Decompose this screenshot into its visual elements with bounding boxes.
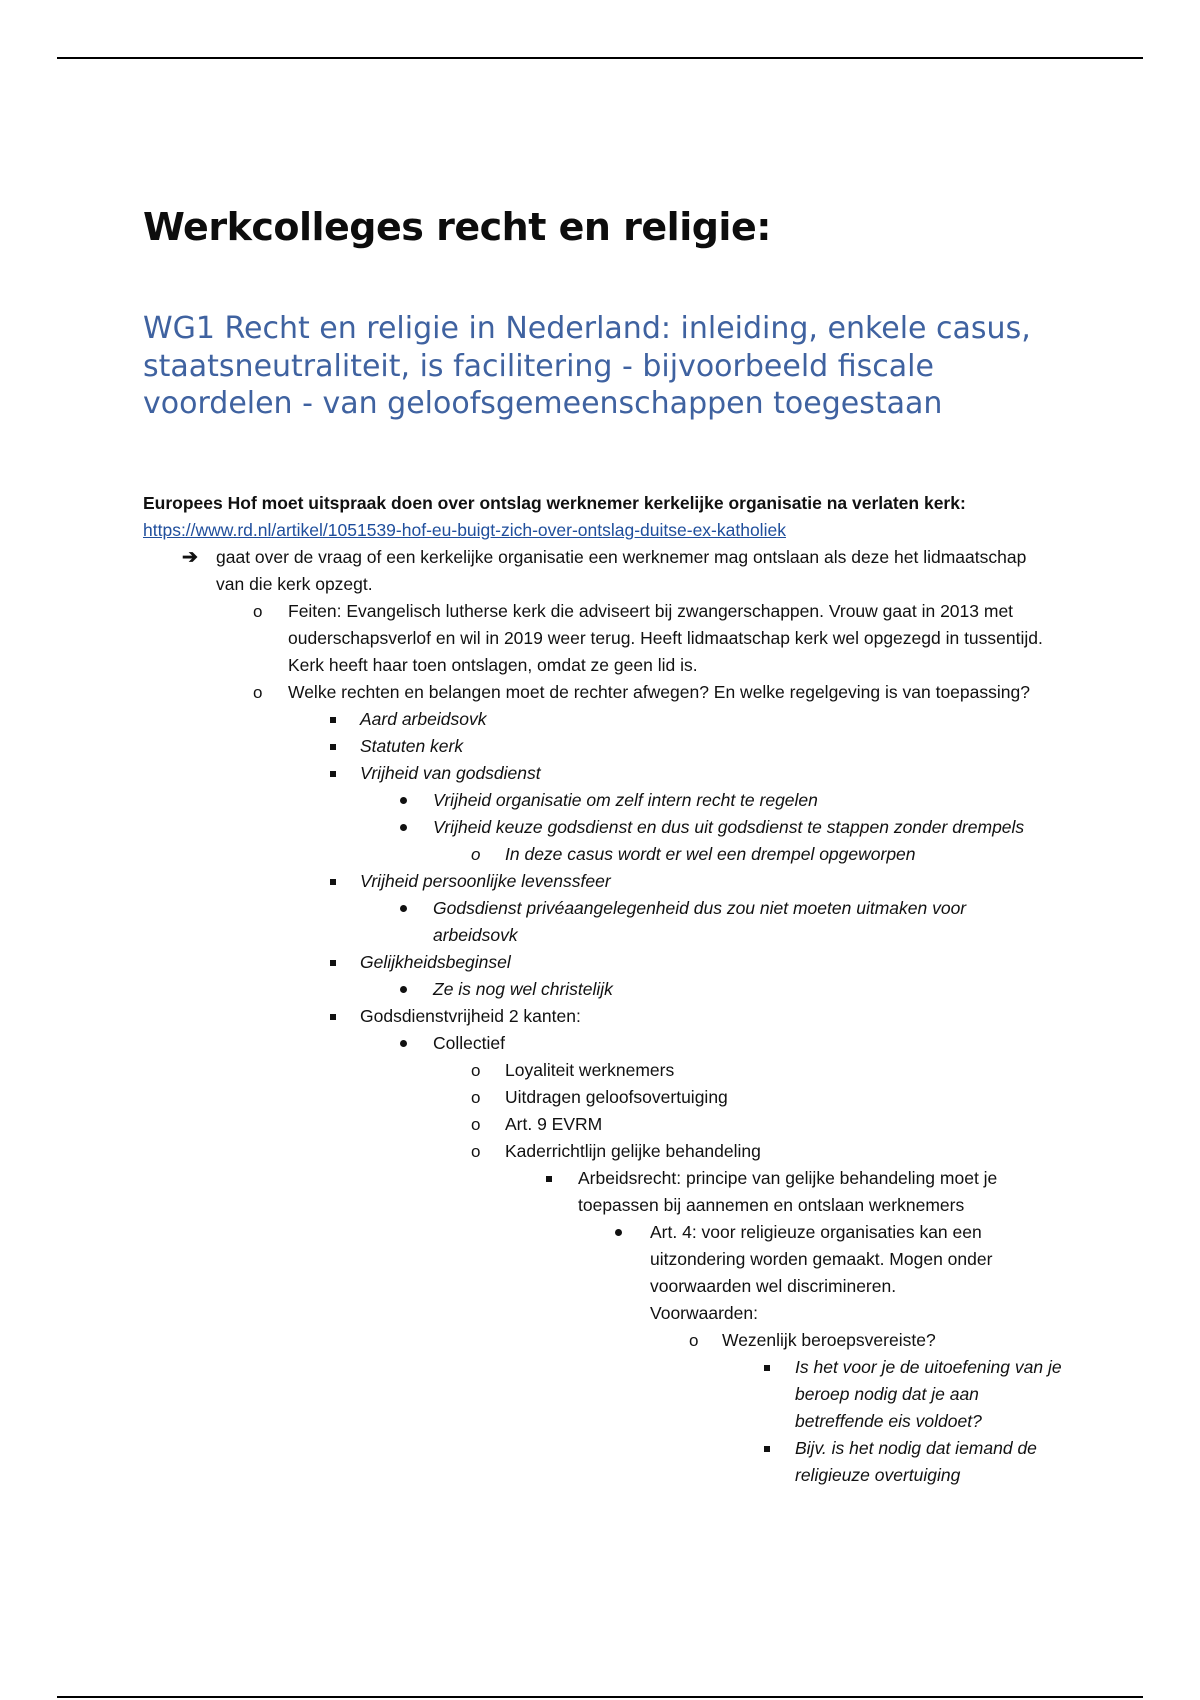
square-bullet-icon xyxy=(764,1365,770,1371)
summary-text: gaat over de vraag of een kerkelijke organisatie een werknemer mag ontslaan als deze het lidmaatschap van die kerk opzegt. xyxy=(216,547,1027,594)
list-item xyxy=(0,706,1060,733)
square-bullet-icon xyxy=(330,717,336,723)
circle-bullet-icon: o xyxy=(471,1115,481,1134)
list-item xyxy=(0,814,1033,841)
list-item xyxy=(0,1327,1062,1354)
square-bullet-icon xyxy=(330,1014,336,1020)
dot-bullet-icon xyxy=(400,986,407,993)
dot-bullet-icon xyxy=(400,1040,407,1047)
header-rule xyxy=(57,57,1143,59)
bijv-text: Bijv. is het nodig dat iemand de religieuze overtuiging xyxy=(795,1438,1037,1485)
statuten-text: Statuten kerk xyxy=(360,736,464,756)
circle-bullet-icon: o xyxy=(471,1142,481,1161)
twee-kanten-text: Godsdienstvrijheid 2 kanten: xyxy=(360,1006,581,1026)
drempel-text: In deze casus wordt er wel een drempel opgeworpen xyxy=(505,844,916,864)
list-item xyxy=(0,1030,1053,1057)
circle-bullet-icon: o xyxy=(253,683,263,702)
list-item xyxy=(0,868,1060,895)
dot-bullet-icon xyxy=(400,797,407,804)
list-item xyxy=(0,544,1031,598)
list-item xyxy=(0,1138,1065,1165)
list-item xyxy=(0,1165,1053,1219)
list-item xyxy=(0,760,1060,787)
article-link-line xyxy=(0,517,1063,544)
vrijheid-organisatie-text: Vrijheid organisatie om zelf intern recht te regelen xyxy=(433,790,818,810)
article-headline-line xyxy=(0,490,1063,517)
beroepsvereiste-text: Wezenlijk beroepsvereiste? xyxy=(722,1330,936,1350)
list-item xyxy=(0,1084,1065,1111)
vrijheid-godsdienst-text: Vrijheid van godsdienst xyxy=(360,763,541,783)
kaderrichtlijn-text: Kaderrichtlijn gelijke behandeling xyxy=(505,1141,761,1161)
circle-bullet-icon: o xyxy=(689,1331,699,1350)
article-link[interactable]: https://www.rd.nl/artikel/1051539-hof-eu-buigt-zich-over-ontslag-duitse-ex-katholiek xyxy=(143,520,786,540)
list-item xyxy=(0,895,1053,949)
voorwaarden-text: Voorwaarden: xyxy=(650,1303,758,1323)
square-bullet-icon xyxy=(330,960,336,966)
circle-bullet-icon: o xyxy=(471,845,481,864)
levenssfeer-text: Vrijheid persoonlijke levenssfeer xyxy=(360,871,611,891)
list-item xyxy=(0,1435,1065,1489)
art4-text: Art. 4: voor religieuze organisaties kan een uitzondering worden gemaakt. Mogen onder voorwaarden wel discrimineren. xyxy=(650,1222,993,1296)
loyaliteit-text: Loyaliteit werknemers xyxy=(505,1060,675,1080)
list-item xyxy=(0,679,1048,706)
footer-rule xyxy=(57,1696,1143,1698)
evrm-text: Art. 9 EVRM xyxy=(505,1114,603,1134)
circle-bullet-icon: o xyxy=(471,1088,481,1107)
list-item xyxy=(0,1354,1065,1435)
uitdragen-text: Uitdragen geloofsovertuiging xyxy=(505,1087,728,1107)
list-item xyxy=(0,1219,1060,1327)
list-item xyxy=(0,976,1053,1003)
collectief-text: Collectief xyxy=(433,1033,505,1053)
christelijk-text: Ze is nog wel christelijk xyxy=(433,979,613,999)
circle-bullet-icon: o xyxy=(471,1061,481,1080)
list-item xyxy=(0,841,1065,868)
list-item xyxy=(0,787,1053,814)
article-headline: Europees Hof moet uitspraak doen over ontslag werknemer kerkelijke organisatie na verlaten kerk: xyxy=(143,493,966,513)
dot-bullet-icon xyxy=(400,824,407,831)
prive-text: Godsdienst privéaangelegenheid dus zou niet moeten uitmaken voor arbeidsovk xyxy=(433,898,967,945)
square-bullet-icon xyxy=(330,771,336,777)
list-item xyxy=(0,1003,1060,1030)
circle-bullet-icon: o xyxy=(253,602,263,621)
vrijheid-keuze-text: Vrijheid keuze godsdienst en dus uit godsdienst te stappen zonder drempels xyxy=(433,817,1025,837)
square-bullet-icon xyxy=(546,1176,552,1182)
list-item xyxy=(0,1057,1065,1084)
dot-bullet-icon xyxy=(400,905,407,912)
dot-bullet-icon xyxy=(615,1229,622,1236)
square-bullet-icon xyxy=(764,1446,770,1452)
page-title: Werkcolleges recht en religie: xyxy=(143,205,771,249)
list-item xyxy=(0,598,1058,679)
square-bullet-icon xyxy=(330,879,336,885)
arbeidsrecht-text: Arbeidsrecht: principe van gelijke behandeling moet je toepassen bij aannemen en ontslaan werknemers xyxy=(578,1168,998,1215)
list-item xyxy=(0,1111,1065,1138)
uitoefening-text: Is het voor je de uitoefening van je beroep nodig dat je aan betreffende eis voldoet? xyxy=(795,1357,1062,1431)
document-body xyxy=(0,490,1200,1489)
aard-text: Aard arbeidsovk xyxy=(360,709,487,729)
list-item xyxy=(0,733,1060,760)
square-bullet-icon xyxy=(330,744,336,750)
arrow-icon: ➔ xyxy=(182,547,198,568)
feiten-text: Feiten: Evangelisch lutherse kerk die adviseert bij zwangerschappen. Vrouw gaat in 2013 met ouderschapsverlof en wil in 2019 weer terug. Heeft lidmaatschap kerk wel opgezegd in tussentijd. Kerk heeft haar toen ontslagen, omdat ze geen lid is. xyxy=(288,601,1043,675)
vraag-text: Welke rechten en belangen moet de rechter afwegen? En welke regelgeving is van toepassing? xyxy=(288,682,1030,702)
gelijkheid-text: Gelijkheidsbeginsel xyxy=(360,952,511,972)
list-item xyxy=(0,949,1060,976)
section-heading: WG1 Recht en religie in Nederland: inleiding, enkele casus, staatsneutraliteit, is facilitering - bijvoorbeeld fiscale voordelen - van geloofsgemeenschappen toegestaan xyxy=(143,311,1031,421)
